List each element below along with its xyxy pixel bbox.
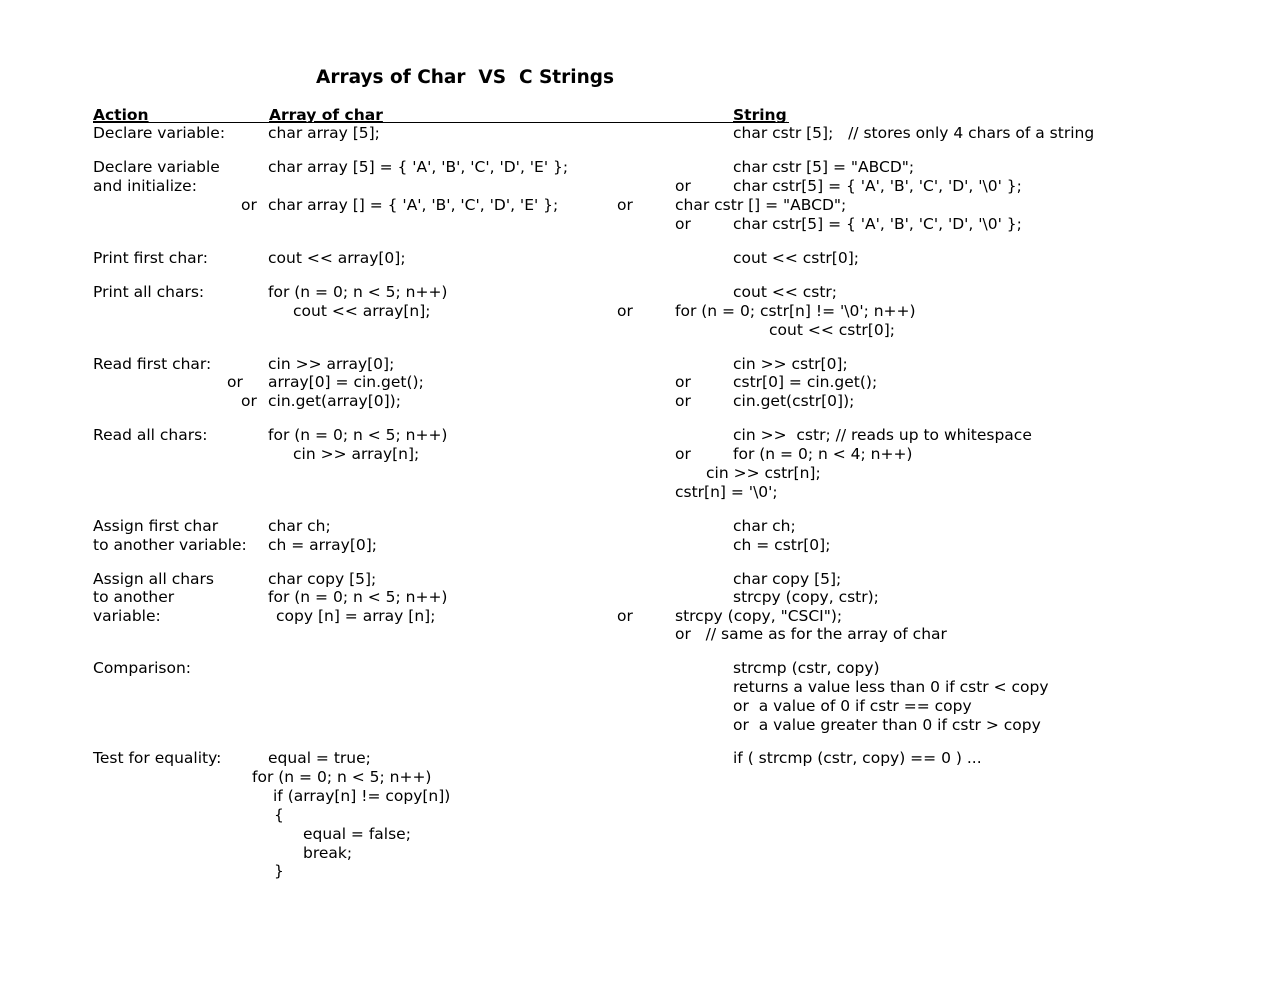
action-assign-all-2: to another	[93, 588, 175, 606]
array-print-all-1: for (n = 0; n < 5; n++)	[268, 283, 448, 301]
string-declare-init-2: char cstr[5] = { 'A', 'B', 'C', 'D', '\0' };	[733, 177, 1022, 195]
string-read-first-3: cin.get(cstr[0]);	[733, 392, 855, 410]
action-assign-all-3: variable:	[93, 607, 161, 625]
action-assign-all-1: Assign all chars	[93, 570, 214, 588]
string-read-first-or-2: or	[675, 392, 691, 410]
array-read-first-2: array[0] = cin.get();	[268, 373, 424, 391]
array-declare: char array [5];	[268, 124, 380, 142]
string-declare-init-3: char cstr [] = "ABCD";	[675, 196, 847, 214]
page-title: Arrays of Char VS C Strings	[316, 67, 615, 88]
array-declare-init-or: or	[241, 196, 257, 214]
string-read-all-2: for (n = 0; n < 4; n++)	[733, 445, 913, 463]
array-equality-3: if (array[n] != copy[n])	[273, 787, 451, 805]
array-read-all-2: cin >> array[n];	[293, 445, 420, 463]
array-read-all-1: for (n = 0; n < 5; n++)	[268, 426, 448, 444]
array-assign-all-2: for (n = 0; n < 5; n++)	[268, 588, 448, 606]
array-print-first: cout << array[0];	[268, 249, 406, 267]
string-read-first-1: cin >> cstr[0];	[733, 355, 848, 373]
action-comparison: Comparison:	[93, 659, 192, 677]
action-declare-init-1: Declare variable	[93, 158, 220, 176]
array-read-first-or-1: or	[227, 373, 243, 391]
array-assign-first-1: char ch;	[268, 517, 331, 535]
string-read-all-3: cin >> cstr[n];	[706, 464, 821, 482]
array-declare-init-1: char array [5] = { 'A', 'B', 'C', 'D', 'E' };	[268, 158, 569, 176]
array-assign-first-2: ch = array[0];	[268, 536, 378, 554]
string-declare-init-1: char cstr [5] = "ABCD";	[733, 158, 915, 176]
array-read-first-or-2: or	[241, 392, 257, 410]
string-equality-1: if ( strcmp (cstr, copy) == 0 ) ...	[733, 749, 982, 767]
array-declare-init-2: char array [] = { 'A', 'B', 'C', 'D', 'E' };	[268, 196, 559, 214]
array-equality-6: break;	[303, 844, 353, 862]
string-read-all-4: cstr[n] = '\0';	[675, 483, 778, 501]
string-assign-all-4: or // same as for the array of char	[675, 625, 947, 643]
array-equality-7: }	[274, 862, 284, 880]
string-comparison-1: strcmp (cstr, copy)	[733, 659, 880, 677]
string-declare-init-or-1: or	[675, 177, 691, 195]
action-read-first: Read first char:	[93, 355, 212, 373]
string-comparison-3: or a value of 0 if cstr == copy	[733, 697, 972, 715]
string-comparison-4: or a value greater than 0 if cstr > copy	[733, 716, 1041, 734]
string-read-all-or: or	[675, 445, 691, 463]
array-read-first-1: cin >> array[0];	[268, 355, 395, 373]
string-read-first-or-1: or	[675, 373, 691, 391]
array-equality-1: equal = true;	[268, 749, 371, 767]
array-read-first-3: cin.get(array[0]);	[268, 392, 401, 410]
string-declare-init-or-2: or	[617, 196, 633, 214]
string-comparison-2: returns a value less than 0 if cstr < copy	[733, 678, 1049, 696]
header-action: Action	[93, 106, 149, 124]
array-assign-all-3: copy [n] = array [n];	[276, 607, 436, 625]
array-assign-all-1: char copy [5];	[268, 570, 377, 588]
action-print-first: Print first char:	[93, 249, 208, 267]
string-read-all-1: cin >> cstr; // reads up to whitespace	[733, 426, 1032, 444]
string-print-all-3: cout << cstr[0];	[769, 321, 895, 339]
action-declare-init-2: and initialize:	[93, 177, 197, 195]
string-assign-first-2: ch = cstr[0];	[733, 536, 831, 554]
header-array-of-char: Array of char	[269, 106, 383, 124]
string-assign-all-3: strcpy (copy, "CSCI");	[675, 607, 843, 625]
action-assign-first-1: Assign first char	[93, 517, 219, 535]
string-assign-first-1: char ch;	[733, 517, 796, 535]
string-declare-init-4: char cstr[5] = { 'A', 'B', 'C', 'D', '\0' };	[733, 215, 1022, 233]
string-assign-all-1: char copy [5];	[733, 570, 842, 588]
string-print-first: cout << cstr[0];	[733, 249, 859, 267]
action-assign-first-2: to another variable:	[93, 536, 247, 554]
string-declare-init-or-3: or	[675, 215, 691, 233]
header-rule	[93, 122, 789, 123]
header-string: String	[733, 106, 787, 124]
array-equality-2: for (n = 0; n < 5; n++)	[252, 768, 432, 786]
string-assign-all-or: or	[617, 607, 633, 625]
action-print-all: Print all chars:	[93, 283, 205, 301]
string-assign-all-2: strcpy (copy, cstr);	[733, 588, 879, 606]
action-declare: Declare variable:	[93, 124, 226, 142]
array-equality-4: {	[274, 806, 284, 824]
action-equality: Test for equality:	[93, 749, 222, 767]
string-print-all-or: or	[617, 302, 633, 320]
string-read-first-2: cstr[0] = cin.get();	[733, 373, 878, 391]
action-read-all: Read all chars:	[93, 426, 208, 444]
string-print-all-2: for (n = 0; cstr[n] != '\0'; n++)	[675, 302, 916, 320]
array-equality-5: equal = false;	[303, 825, 411, 843]
string-print-all-1: cout << cstr;	[733, 283, 838, 301]
array-print-all-2: cout << array[n];	[293, 302, 431, 320]
string-declare: char cstr [5]; // stores only 4 chars of a string	[733, 124, 1095, 142]
